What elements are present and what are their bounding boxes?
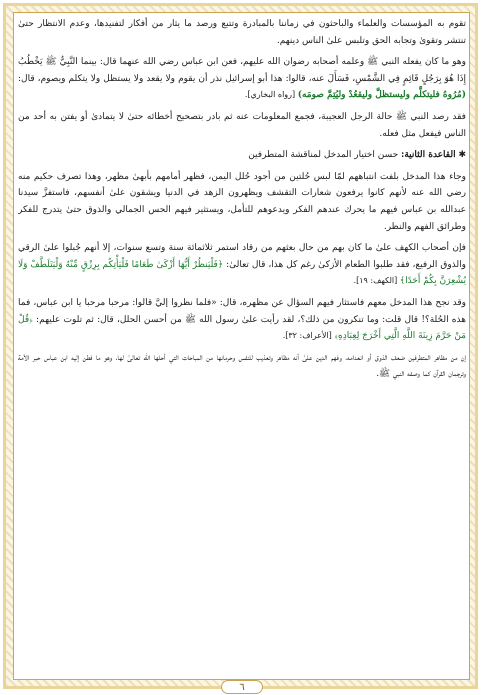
paragraph-3: فقد رصد النبي ﷺ حالة الرجل العجيبة، فجمع المعلومات عنه ثم بادر بتصحيح أخطائه حتىٰ لا يتمادىٰ أو يفتن به أحد من الناس فيفعل مثل فعله.	[18, 111, 466, 139]
quran-verse-kahf: ﴿فَلْيَنظُرْ أَيُّهَا أَزْكَىٰ طَعَامًا فَلْيَأْتِكُم بِرِزْقٍ مِّنْهُ وَلْيَتَلَطَّفْ وَلَا يُشْعِرَنَّ بِكُمْ أَحَدًا﴾	[18, 259, 466, 287]
quran-verse-araf: ﴿قُلْ مَنْ حَرَّمَ زِينَةَ اللَّهِ الَّتِي أَخْرَجَ لِعِبَادِهِ﴾	[18, 314, 466, 342]
paragraph-2	[18, 54, 466, 104]
section-heading	[18, 147, 466, 164]
bullet-icon: ✱	[455, 150, 466, 161]
paragraph-5-text: فإن أصحاب الكهف علىٰ ما كان بهم من حال بعثهم من رقاد استمر ثلاثمائة سنة وتسع سنوات، إلا أنهم جُبلوا علىٰ الرقي والذوق الرفيع، فقد طلبوا الطعام الأزكىٰ رغم كل هذا، قال تعالىٰ:	[18, 243, 466, 270]
verse-reference-araf: [الأعراف: ٣٢].	[282, 331, 335, 341]
paragraph-4: وجاء هذا المدخل بلفت انتباههم لمّا لبس حُلتين من أجود حُلل اليمن، فظهر أمامهم بأبهىٰ مظهر، وهذا تصرف حكيم منه رضي الله عنه لأنهم كانوا يرفعون شعارات التقشف ويظهرون الزهد في الدنيا ويشقون علىٰ أنفسهم، فاستفزَّ سيدنا عبدالله بن عباس فيهم ما يحرك عندهم الفكر ويدعوهم للتأمل، ويستثير فيهم الحس الجمالي والذوق حتىٰ يتدرج للفكر وطرائق الفهم والنظر.	[18, 171, 466, 232]
paragraph-2-text: وهو ما كان يفعله النبي ﷺ وعلمه أصحابه رضوان الله عليهم، فعن ابن عباس رضي الله عنهما قال: بينما النَّبِيُّ ﷺ يَخْطُبُ إِذَا هُوَ بِرَجُلٍ قَائِمٍ فِي الشَّمْسِ، فَسَأَلَ عنه، قالوا: هذا أبو إسرائيل نذر أن يقوم ولا يقعد ولا يستظل ولا يتكلم ويصوم، قال:	[18, 57, 466, 84]
paragraph-1: تقوم به المؤسسات والعلماء والباحثون في زماننا بالمبادرة وتتبع ورصد ما يثار من أفكار لتفنيدها، وعدم الانتظار حتىٰ تنتشر وتقوىٰ وتجابه الحق وتلبس علىٰ الناس دينهم.	[18, 19, 466, 46]
hadith-quote: (مُرُوهُ فليتكلَّم وليستظلَّ وليقعُدْ وليُتِمَّ صومَه)	[297, 90, 466, 101]
paragraph-7: إن من مظاهر المتطرفين ضعف الذوق أو انعدامه، وفهم الدين علىٰ أنه مظاهر وتعذيب للنفس وحرمانها من المباحات التي أحلها الله تعالىٰ لها، وهو ما فطن إليه ابن عباس حبر الأمة وترجمان القرآن كما وصفه النبي ﷺ.	[18, 352, 466, 380]
verse-reference-kahf: [الكهف: ١٩].	[353, 276, 400, 286]
hadith-reference: [رواه البخاري].	[244, 90, 298, 100]
section-heading-text: حسن اختيار المدخل لمناقشة المتطرفين	[248, 150, 402, 161]
paragraph-6	[18, 295, 466, 345]
section-heading-label: القاعدة الثانية:	[401, 150, 456, 161]
paragraph-6-text: وقد نجح هذا المدخل معهم فاستثار فيهم السؤال عن مظهره، قال: «فلما نظروا إليَّ قالوا: مرحبا مرحبا يا ابن عباس، فما هذه الحُلة؟! قال قلت: وما تنكرون من ذلك؟، لقد رأيت علىٰ رسول الله ﷺ من أحسن الحلل، قال: ثم تلوت عليهم:	[18, 297, 466, 325]
page-number: ٦	[221, 680, 263, 694]
page-content	[18, 16, 466, 671]
paragraph-5	[18, 240, 466, 290]
